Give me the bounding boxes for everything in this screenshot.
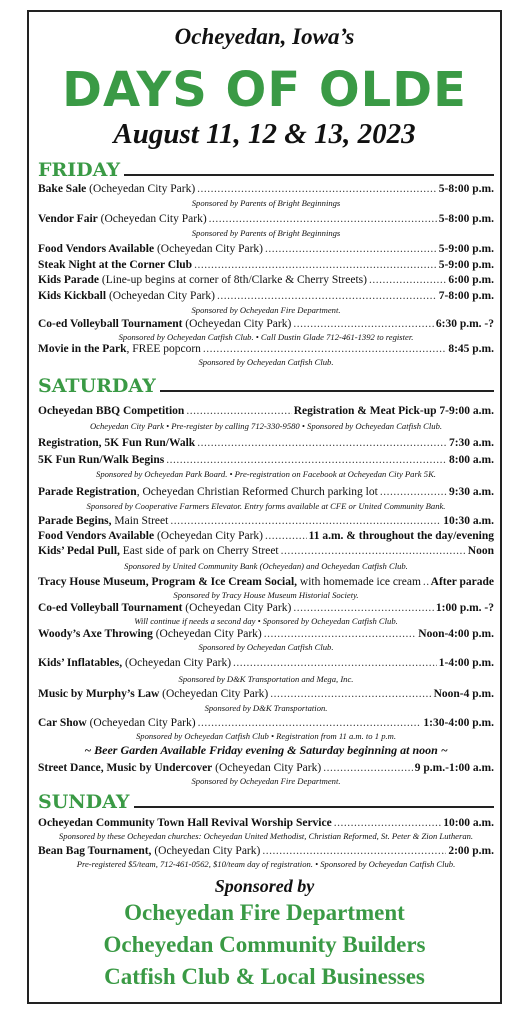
saturday-section-header	[38, 375, 494, 399]
schedule-item: Food Vendors Available (Ocheyedan City Park) ..... 11 a.m. & throughout the day/evening	[38, 530, 494, 543]
schedule-item: Tracy House Museum, Program & Ice Cream Social, with homemade ice cream ..... After parade	[38, 576, 494, 589]
beer-garden-banner: ~ Beer Garden Available Friday evening & Saturday beginning at noon ~	[84, 743, 448, 757]
item-note: Sponsored by United Community Bank (Ocheyedan) and Ocheyedan Catfish Club.	[124, 561, 408, 571]
item-note: Sponsored by Ocheyedan Catfish Club.	[198, 357, 334, 367]
sunday-section-header	[38, 791, 494, 815]
schedule-item: Registration, 5K Fun Run/Walk ..... 7:30 a.m.	[38, 437, 494, 450]
schedule-item: Kids Parade (Line-up begins at corner of 8th/Clarke & Cherry Streets) ..... 6:00 p.m.	[38, 274, 494, 287]
sponsor-name: Ocheyedan Community Builders	[103, 932, 426, 957]
schedule-item: 5K Fun Run/Walk Begins ..... 8:00 a.m.	[38, 454, 494, 467]
item-note: Sponsored by D&K Transportation and Mega, Inc.	[178, 674, 354, 684]
schedule-item: Street Dance, Music by Undercover (Ocheyedan City Park) ..... 9 p.m.-1:00 a.m.	[38, 762, 494, 775]
schedule-item: Parade Begins, Main Street ..... 10:30 a.m.	[38, 515, 494, 528]
sponsored-by-heading: Sponsored by	[214, 876, 315, 896]
item-note: Sponsored by Ocheyedan Fire Department.	[191, 776, 341, 786]
saturday-heading: SATURDAY	[38, 375, 160, 397]
event-title: DAYS OF OLDE	[62, 62, 467, 118]
schedule-item: Bean Bag Tournament, (Ocheyedan City Park) ..... 2:00 p.m.	[38, 845, 494, 858]
sponsor-name: Ocheyedan Fire Department	[124, 900, 405, 925]
item-note: Will continue if needs a second day • Sponsored by Ocheyedan Catfish Club.	[134, 616, 398, 626]
schedule-item: Woody’s Axe Throwing (Ocheyedan City Park) ..... Noon-4:00 p.m.	[38, 628, 494, 641]
schedule-item: Co-ed Volleyball Tournament (Ocheyedan City Park) ..... 6:30 p.m. -?	[38, 318, 494, 331]
town-name: Ocheyedan, Iowa’s	[174, 24, 355, 49]
schedule-item: Music by Murphy’s Law (Ocheyedan City Park) ..... Noon-4 p.m.	[38, 688, 494, 701]
schedule-item: Steak Night at the Corner Club ..... 5-9:00 p.m.	[38, 259, 494, 272]
schedule-item: Kids’ Pedal Pull, East side of park on Cherry Street ..... Noon	[38, 545, 494, 558]
schedule-item: Kids Kickball (Ocheyedan City Park) ..... 7-8:00 p.m.	[38, 290, 494, 303]
sunday-heading: SUNDAY	[38, 791, 134, 813]
schedule-item: Ocheyedan Community Town Hall Revival Worship Service ..... 10:00 a.m.	[38, 817, 494, 830]
schedule-item: Kids’ Inflatables, (Ocheyedan City Park) ..... 1-4:00 p.m.	[38, 657, 494, 670]
item-note: Sponsored by Parents of Bright Beginnings	[191, 228, 341, 238]
item-note: Sponsored by D&K Transportation.	[204, 703, 328, 713]
friday-heading: FRIDAY	[38, 159, 124, 181]
item-note: Sponsored by these Ocheyedan churches: Ocheyedan United Methodist, Christian Reformed, St. Peter & Zion Lutheran.	[58, 831, 474, 841]
item-note: Sponsored by Ocheyedan Fire Department.	[191, 305, 341, 315]
item-note: Pre-registered $5/team, 712-461-0562, $10/team day of registration. • Sponsored by Ocheyedan Catfish Club.	[76, 859, 456, 869]
schedule-item: Movie in the Park, FREE popcorn ..... 8:45 p.m.	[38, 343, 494, 356]
sponsor-name: Catfish Club & Local Businesses	[104, 964, 425, 989]
item-note: Ocheyedan City Park • Pre-register by calling 712-330-9580 • Sponsored by Ocheyedan Catfish Club.	[89, 421, 443, 431]
schedule-item: Vendor Fair (Ocheyedan City Park) ..... 5-8:00 p.m.	[38, 213, 494, 226]
friday-section-header	[38, 159, 494, 183]
schedule-item: Parade Registration, Ocheyedan Christian Reformed Church parking lot ..... 9:30 a.m.	[38, 486, 494, 499]
item-note: Sponsored by Ocheyedan Catfish Club • Registration from 11 a.m. to 1 p.m.	[135, 731, 396, 741]
schedule-item: Food Vendors Available (Ocheyedan City Park) ..... 5-9:00 p.m.	[38, 243, 494, 256]
item-note: Sponsored by Tracy House Museum Historial Society.	[173, 590, 359, 600]
schedule-item: Bake Sale (Ocheyedan City Park) ..... 5-8:00 p.m.	[38, 183, 494, 196]
item-note: Sponsored by Ocheyedan Catfish Club. • Call Dustin Glade 712-461-1392 to register.	[118, 332, 414, 342]
item-note: Sponsored by Ocheyedan Park Board. • Pre-registration on Facebook at Ocheyedan City Park 5K.	[96, 469, 436, 479]
schedule-item: Ocheyedan BBQ Competition ..... Registration & Meat Pick-up 7-9:00 a.m.	[38, 405, 494, 418]
item-note: Sponsored by Ocheyedan Catfish Club.	[198, 642, 334, 652]
schedule-item: Co-ed Volleyball Tournament (Ocheyedan City Park) ..... 1:00 p.m. -?	[38, 602, 494, 615]
item-note: Sponsored by Parents of Bright Beginnings	[191, 198, 341, 208]
schedule-item: Car Show (Ocheyedan City Park) ..... 1:30-4:00 p.m.	[38, 717, 494, 730]
item-note: Sponsored by Cooperative Farmers Elevator. Entry forms available at CFE or United Community Bank.	[86, 501, 446, 511]
event-dates: August 11, 12 & 13, 2023	[113, 118, 416, 150]
